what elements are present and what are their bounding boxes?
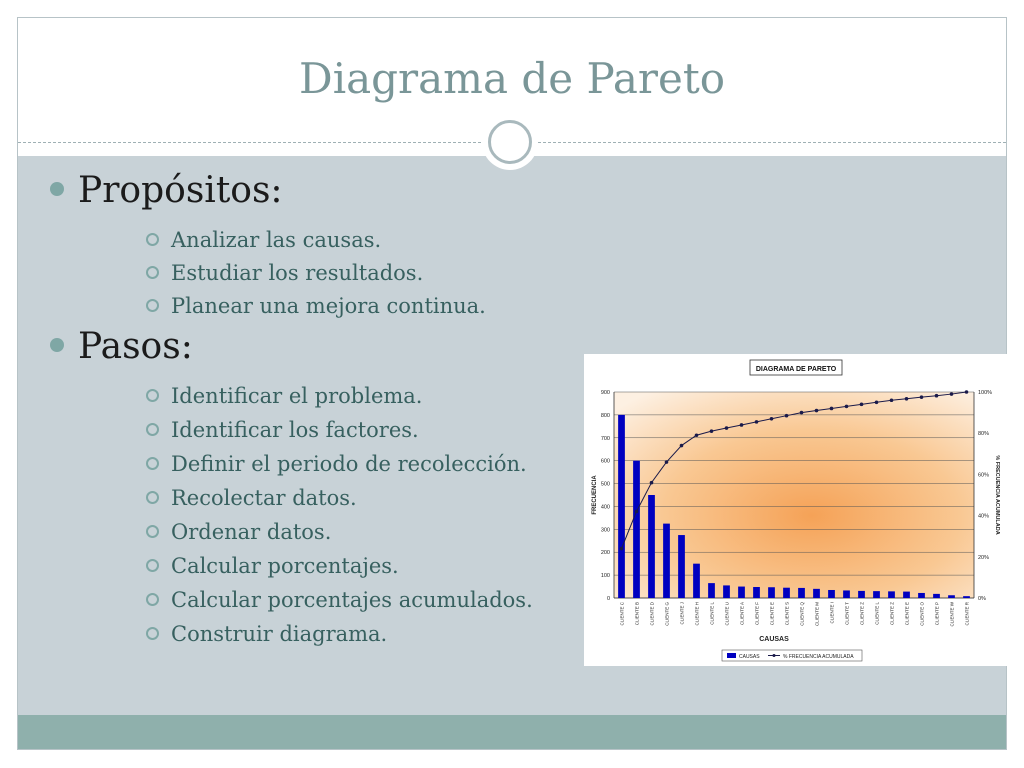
section-heading-propositos [50,170,283,211]
section-heading-pasos [50,326,193,367]
cumulative-point [800,411,804,415]
bar [858,591,865,598]
circle-bullet-icon [146,525,159,538]
circle-bullet-icon [146,559,159,572]
y-tick-label: 100 [600,573,610,580]
x-tick-label: CLIENTE M [814,602,820,627]
cumulative-point [845,405,849,409]
list-item-label: Calcular porcentajes acumulados. [171,588,533,612]
bar [768,587,775,598]
bar [933,594,940,598]
bar [738,587,745,598]
x-tick-label: CLIENTE Z [889,602,895,626]
cumulative-point [920,395,924,399]
x-tick-label: CLIENTE L [709,602,715,625]
bar [783,588,790,598]
cumulative-point [860,403,864,407]
x-tick-label: CLIENTE T [844,602,850,625]
list-item [146,228,381,252]
slide-title: Diagrama de Pareto [299,54,725,103]
list-item [146,418,419,442]
bar [903,592,910,598]
y-tick-label: 400 [600,504,610,511]
x-tick-label: CLIENTE B [634,602,640,626]
circle-bullet-icon [146,593,159,606]
x-tick-label: CLIENTE W [949,602,955,627]
legend-label-line: % FRECUENCIA ACUMULADA [783,654,854,660]
circle-bullet-icon [146,266,159,279]
cumulative-point [680,444,684,448]
cumulative-point [725,426,729,430]
y-tick-label: 800 [600,412,610,419]
cumulative-point [620,547,624,551]
list-item-label: Identificar los factores. [171,418,419,442]
decorative-ring-icon [482,114,538,170]
bar [888,591,895,598]
x-tick-label: CLIENTE U [724,602,730,626]
x-tick-label: CLIENTE E [904,602,910,626]
x-tick-label: CLIENTE C [619,602,625,626]
list-item [146,588,533,612]
list-item-label: Construir diagrama. [171,622,388,646]
y-tick-label: 900 [600,390,610,396]
chart-title: DIAGRAMA DE PARETO [755,366,837,373]
circle-bullet-icon [146,233,159,246]
x-tick-label: CLIENTE G [664,602,670,626]
cumulative-point [665,460,669,464]
list-item-label: Identificar el problema. [171,384,423,408]
x-tick-label: CLIENTE D [649,602,655,626]
list-item-label: Calcular porcentajes. [171,554,399,578]
x-tick-label: CLIENTE F [754,602,760,626]
pareto-chart-svg [584,354,1007,666]
list-item-label: Analizar las causas. [171,228,382,252]
cumulative-point [770,417,774,421]
y-tick-label: 200 [600,550,610,557]
bar [708,583,715,598]
x-tick-label: CLIENTE S [784,602,790,626]
bullet-icon [50,338,64,352]
bar [963,596,970,598]
legend-label-bars: CAUSAS [739,654,760,660]
y-tick-label: 600 [600,458,610,465]
cumulative-point [875,401,879,405]
x-tick-label: CLIENTE O [919,602,925,626]
bar [828,590,835,598]
cumulative-point [785,414,789,418]
cumulative-point [635,510,639,514]
bar [633,461,640,598]
x-tick-label: CLIENTE P [934,602,940,626]
cumulative-point [650,481,654,485]
bar [813,589,820,598]
y2-tick-label: 40% [978,513,990,520]
y-tick-label: 0 [606,596,610,602]
y-tick-label: 300 [600,527,610,534]
bar [678,535,685,598]
bullet-icon [50,182,64,196]
legend-swatch-point [773,654,776,657]
legend-swatch-bars [727,653,736,658]
y-tick-label: 700 [600,435,610,442]
cumulative-point [740,423,744,427]
y-axis-title: FRECUENCIA [592,475,598,515]
x-tick-label: CLIENTE I [829,602,835,624]
list-item-label: Planear una mejora continua. [171,294,486,318]
cumulative-point [935,394,939,398]
list-item [146,452,527,476]
cumulative-point [905,397,909,401]
pareto-chart [584,354,1007,666]
list-item [146,520,331,544]
bar [693,564,700,598]
bar [753,587,760,598]
list-item-label: Definir el periodo de recolección. [171,452,527,476]
content-area [18,156,1006,716]
cumulative-point [710,429,714,433]
list-item-label: Estudiar los resultados. [171,261,424,285]
cumulative-point [830,407,834,411]
circle-bullet-icon [146,389,159,402]
slide [17,17,1007,750]
slide-footer-bar [18,715,1006,749]
circle-bullet-icon [146,423,159,436]
bar [918,593,925,598]
x-tick-label: CLIENTE Q [799,602,805,626]
bar [618,415,625,598]
bar [663,524,670,598]
section-heading-label: Propósitos: [78,170,283,211]
list-item [146,384,423,408]
bar [948,595,955,598]
bar [648,495,655,598]
y2-tick-label: 100% [978,390,993,396]
x-tick-label: CLIENTE L [874,602,880,625]
x-tick-label: CLIENTE A [739,602,745,626]
y2-tick-label: 60% [978,472,990,479]
cumulative-point [815,409,819,413]
x-tick-label: CLIENTE R [964,602,970,626]
x-tick-label: CLIENTE H [694,602,700,626]
bar [873,591,880,598]
y2-tick-label: 0% [978,596,986,602]
cumulative-point [950,392,954,396]
list-item [146,261,423,285]
y2-axis-title: % FRECUENCIA ACUMULADA [994,455,1000,535]
bar [843,590,850,598]
list-item [146,486,357,510]
section-heading-label: Pasos: [78,326,193,367]
circle-bullet-icon [146,299,159,312]
circle-bullet-icon [146,491,159,504]
list-item [146,294,486,318]
cumulative-point [965,390,969,394]
cumulative-point [695,433,699,437]
cumulative-point [755,420,759,424]
x-tick-label: CLIENTE Z [859,602,865,626]
circle-bullet-icon [146,627,159,640]
x-tick-label: CLIENTE J [679,602,685,625]
list-item-label: Recolectar datos. [171,486,357,510]
list-item [146,554,399,578]
y2-tick-label: 80% [978,431,990,438]
list-item [146,622,387,646]
y2-tick-label: 20% [978,554,990,561]
y-tick-label: 500 [600,481,610,488]
x-tick-label: CLIENTE E [769,602,775,626]
bar [723,585,730,598]
list-item-label: Ordenar datos. [171,520,332,544]
bar [798,588,805,598]
circle-bullet-icon [146,457,159,470]
cumulative-point [890,398,894,402]
x-axis-title: CAUSAS [759,636,789,643]
